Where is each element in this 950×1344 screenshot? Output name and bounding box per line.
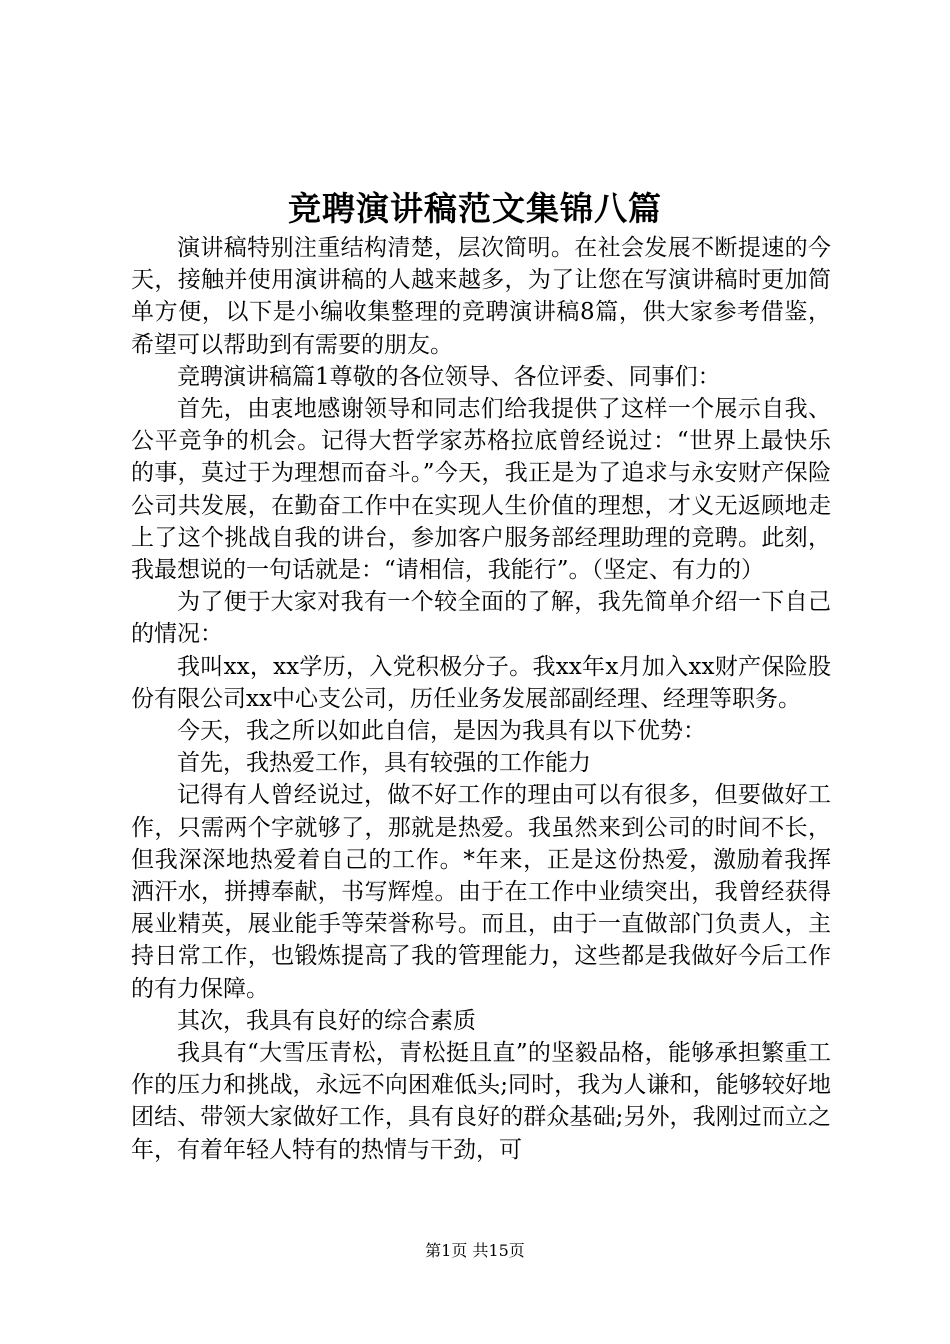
paragraph: 我叫xx，xx学历，入党积极分子。我xx年x月加入xx财产保险股份有限公司xx中心支公司，历任业务发展部副经理、经理等职务。: [131, 653, 831, 712]
paragraph: 其次，我具有良好的综合素质: [177, 1007, 476, 1034]
paragraph: 竞聘演讲稿篇1尊敬的各位领导、各位评委、同事们：: [177, 363, 721, 390]
document-body: [131, 232, 831, 1166]
page-footer: 第1页 共15页: [425, 1241, 525, 1260]
paragraph: 为了便于大家对我有一个较全面的了解，我先简单介绍一下自己的情况：: [131, 589, 831, 648]
paragraph: 首先，我热爱工作，具有较强的工作能力: [177, 750, 591, 777]
paragraph: 演讲稿特别注重结构清楚，层次简明。在社会发展不断提速的今天，接触并使用演讲稿的人越来越多，为了让您在写演讲稿时更加简单方便，以下是小编收集整理的竞聘演讲稿8篇，供大家参考借鉴，希望可以帮助到有需要的朋友。: [131, 235, 831, 358]
document-title: 竞聘演讲稿范文集锦八篇: [288, 189, 662, 228]
paragraph: 记得有人曾经说过，做不好工作的理由可以有很多，但要做好工作，只需两个字就够了，那就是热爱。我虽然来到公司的时间不长，但我深深地热爱着自己的工作。*年来，正是这份热爱，激励着我挥洒汗水，拼搏奉献，书写辉煌。由于在工作中业绩突出，我曾经获得展业精英，展业能手等荣誉称号。而且，由于一直做部门负责人，主持日常工作，也锻炼提高了我的管理能力，这些都是我做好今后工作的有力保障。: [131, 782, 831, 1002]
paragraph: 今天，我之所以如此自信，是因为我具有以下优势：: [177, 718, 706, 745]
paragraph: 我具有“大雪压青松，青松挺且直”的坚毅品格，能够承担繁重工作的压力和挑战，永远不向困难低头;同时，我为人谦和，能够较好地团结、带领大家做好工作，具有良好的群众基础;另外，我刚过而立之年，有着年轻人特有的热情与干劲，可: [131, 1040, 831, 1163]
paragraph: 首先，由衷地感谢领导和同志们给我提供了这样一个展示自我、公平竞争的机会。记得大哲学家苏格拉底曾经说过：“世界上最快乐的事，莫过于为理想而奋斗。”今天，我正是为了追求与永安财产保险公司共发展，在勤奋工作中在实现人生价值的理想，才义无返顾地走上了这个挑战自我的讲台，参加客户服务部经理助理的竞聘。此刻，我最想说的一句话就是：“请相信，我能行”。（坚定、有力的）: [131, 396, 831, 584]
